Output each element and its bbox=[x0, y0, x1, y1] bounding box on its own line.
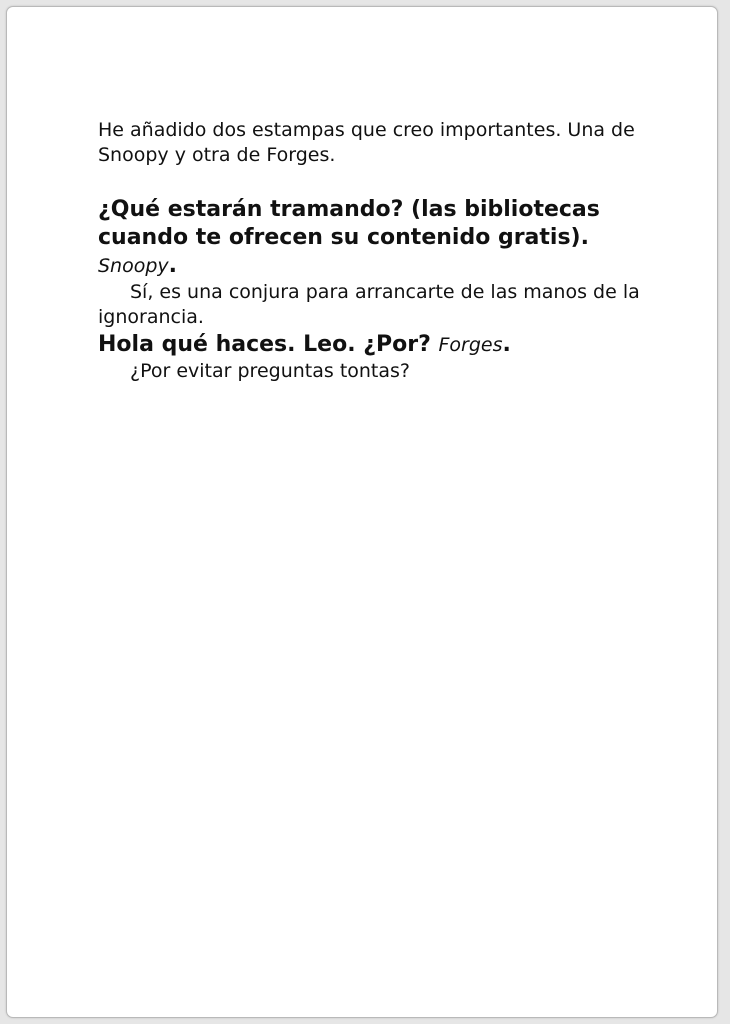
document-content bbox=[98, 118, 643, 385]
entry-text: Sí, es una conjura para arrancarte de las manos de la ignorancia. bbox=[98, 281, 640, 328]
entry-title: Hola qué haces. Leo. ¿Por? bbox=[98, 332, 431, 357]
document-page bbox=[6, 6, 718, 1018]
entry-author: Forges bbox=[438, 334, 503, 356]
entry-title: ¿Qué estarán tramando? (las bibliotecas cuando te ofrecen su contenido gratis). bbox=[98, 197, 600, 250]
entry-heading bbox=[98, 331, 643, 359]
intro-paragraph: He añadido dos estampas que creo importantes. Una de Snoopy y otra de Forges. bbox=[98, 119, 635, 166]
entry-author: Snoopy bbox=[98, 255, 169, 277]
entry-title-end: . bbox=[168, 253, 178, 278]
entry-text: ¿Por evitar preguntas tontas? bbox=[130, 360, 411, 382]
entry-heading bbox=[98, 196, 643, 280]
entry-title-end: . bbox=[502, 332, 511, 357]
